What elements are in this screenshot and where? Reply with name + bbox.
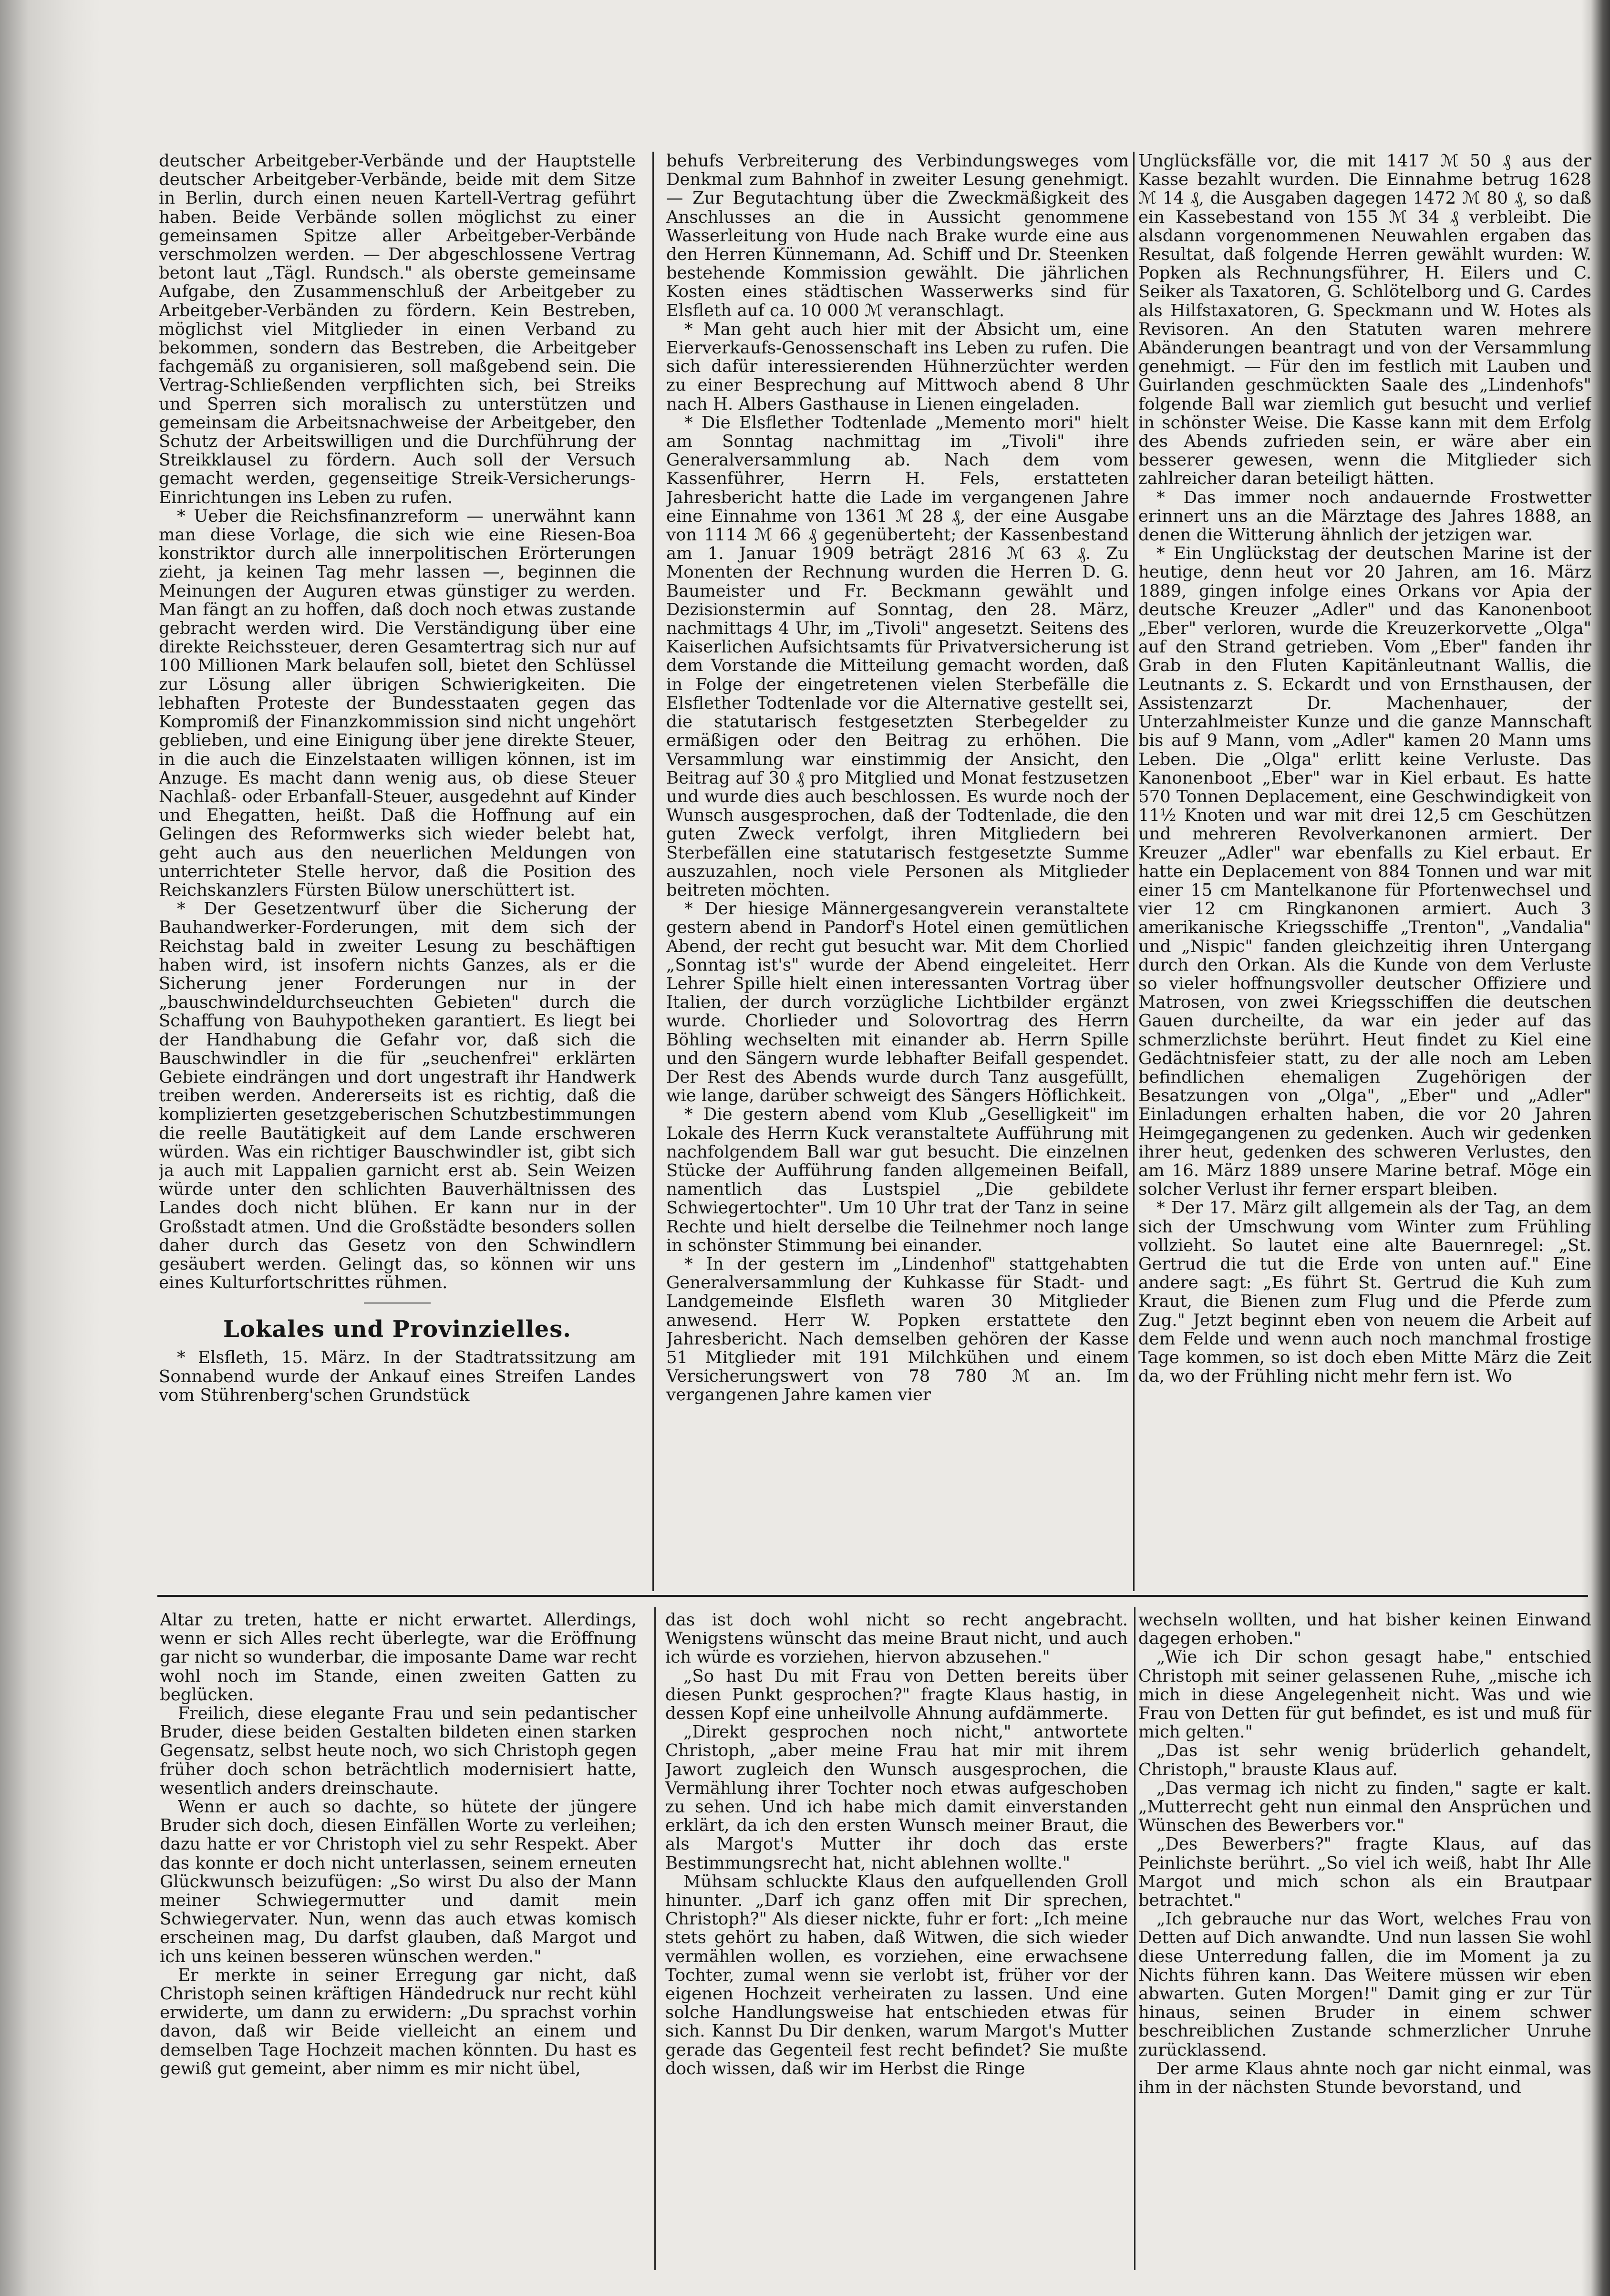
feuilleton-column-3 bbox=[1138, 1611, 1591, 2264]
article-paragraph: * Ueber die Reichsfinanzreform — unerwähnt kann man diese Vorlage, die sich wie eine Riesen-Boa konstriktor durch alle innerpolitischen Erörterungen zieht, ja keinen Tag mehr lassen —, beginnen die Meinungen der Auguren etwas günstiger zu werden. Man fängt an zu hoffen, daß doch noch etwas zustande gebracht werden wird. Die Verständigung über eine direkte Reichssteuer, deren Gesamtertrag sich nur auf 100 Millionen Mark belaufen soll, bietet den Schlüssel zur Lösung aller übrigen Schwierigkeiten. Die lebhaften Proteste der Bundesstaaten gegen das Kompromiß der Finanzkommission sind nicht ungehört geblieben, und eine Einigung über jene direkte Steuer, in die auch die Einzelstaaten willigen können, ist im Anzuge. Es macht dann wenig aus, ob diese Steuer Nachlaß- oder Erbanfall-Steuer, ausgedehnt auf Kinder und Ehegatten, heißt. Daß die Hoffnung auf ein Gelingen des Reformwerks sich wieder belebt hat, geht auch aus den neuerlichen Meldungen von unterrichteter Stelle hervor, daß die Position des Reichskanzlers Fürsten Bülow unerschüttert ist. bbox=[159, 506, 636, 900]
story-paragraph: „Direkt gesprochen noch nicht," antwortete Christoph, „aber meine Frau hat mir mit ihrem Jawort zugleich den Wunsch ausgesprochen, die Vermählung ihrer Tochter noch etwas aufgeschoben zu sehen. Und ich habe mich damit einverstanden erklärt, da ich den ersten Wunsch meiner Braut, die als Margot's Mutter ihr doch das erste Bestimmungsrecht hat, nicht ablehnen wollte." bbox=[665, 1722, 1128, 1873]
story-paragraph: Er merkte in seiner Erregung gar nicht, daß Christoph seinen kräftigen Händedruck nur recht kühl erwiderte, um dann zu erwidern: „Du sprachst vorhin davon, daß wir Beide vielleicht an einem und demselben Tage Hochzeit machen könnten. Du hast es gewiß gut gemeint, aber nimm es mir nicht übel, bbox=[160, 1965, 637, 2079]
news-column-1 bbox=[159, 152, 636, 1593]
article-paragraph: Unglücksfälle vor, die mit 1417 ℳ 50 ₰ aus der Kasse bezahlt wurden. Die Einnahme betrug 1628 ℳ 14 ₰, die Ausgaben dagegen 1472 ℳ 80 ₰, so daß ein Kassebestand von 155 ℳ 34 ₰ verbleibt. Die alsdann vorgenommenen Neuwahlen ergaben das Resultat, daß folgende Herren gewählt wurden: W. Popken als Rechnungsführer, H. Eilers und C. Seiker als Taxatoren, G. Schlötelborg und G. Cardes als Hilfstaxatoren, G. Speckmann und W. Hotes als Revisoren. An den Statuten waren mehrere Abänderungen beantragt und von der Versammlung genehmigt. — Für den im festlich mit Lauben und Guirlanden geschmückten Saale des „Lindenhofs" folgende Ball war ziemlich gut besucht und verlief in schönster Weise. Die Kasse kann mit dem Erfolg des Abends zufrieden sein, er wäre aber ein besserer gewesen, wenn die Mitglieder sich zahlreicher daran beteiligt hätten. bbox=[1138, 152, 1591, 489]
feuilleton-column-2 bbox=[665, 1611, 1128, 2264]
story-paragraph: Mühsam schluckte Klaus den aufquellenden Groll hinunter. „Darf ich ganz offen mit Dir sprechen, Christoph?" Als dieser nickte, fuhr er fort: „Ich meine stets gehört zu haben, daß Witwen, die sich wieder vermählen wollen, es vorziehen, eine erwachsene Tochter, zumal wenn sie verlobt ist, früher vor der eigenen Hochzeit verheiraten zu lassen. Und eine solche Handlungsweise hat entschieden etwas für sich. Kannst Du Dir denken, warum Margot's Mutter gerade das Gegenteil fest recht befindet? Sie mußte doch wissen, daß wir im Herbst die Ringe bbox=[665, 1872, 1128, 2079]
article-paragraph: * In der gestern im „Lindenhof" stattgehabten Generalversammlung der Kuhkasse für Stadt- und Landgemeinde Elsfleth waren 30 Mitglieder anwesend. Herr W. Popken erstattete den Jahresbericht. Nach demselben gehören der Kasse 51 Mitglieder mit 191 Milchkühen und einem Versicherungswert von 78 780 ℳ an. Im vergangenen Jahre kamen vier bbox=[666, 1254, 1129, 1405]
section-heading: Lokales und Provinzielles. bbox=[223, 1316, 571, 1343]
column-rule bbox=[652, 152, 654, 1591]
story-paragraph: „Ich gebrauche nur das Wort, welches Frau von Detten auf Dich anwandte. Und nun lassen Sie wohl diese Unterredung fallen, die im Moment ja zu Nichts führen kann. Das Weitere müssen wir eben abwarten. Guten Morgen!" Damit ging er zur Tür hinaus, seinen Bruder in einem schwer beschreiblichen Zustande schmerzlicher Unruhe zurücklassend. bbox=[1138, 1909, 1591, 2060]
story-paragraph: „Des Bewerbers?" fragte Klaus, auf das Peinlichste berührt. „So viel ich weiß, habt Ihr Alle Margot und mich schon als ein Brautpaar betrachtet." bbox=[1138, 1834, 1591, 1911]
story-paragraph: Altar zu treten, hatte er nicht erwartet. Allerdings, wenn er sich Alles recht überlegte, war die Eröffnung gar nicht so wunderbar, die imposante Dame war recht wohl noch im Stande, einen zweiten Gatten zu beglücken. bbox=[160, 1611, 637, 1705]
story-paragraph: „Das ist sehr wenig brüderlich gehandelt, Christoph," brauste Klaus auf. bbox=[1138, 1741, 1591, 1779]
news-column-2 bbox=[666, 152, 1129, 1593]
article-paragraph: * Man geht auch hier mit der Absicht um, eine Eierverkaufs-Genossenschaft ins Leben zu rufen. Die sich dafür interessierenden Hühnerzüchter werden zu einer Besprechung auf Mittwoch abend 8 Uhr nach H. Albers Gasthause in Lienen eingeladen. bbox=[666, 319, 1129, 414]
story-paragraph: wechseln wollten, und hat bisher keinen Einwand dagegen erhoben." bbox=[1138, 1611, 1591, 1649]
story-paragraph: Freilich, diese elegante Frau und sein pedantischer Bruder, diese beiden Gestalten bildeten einen starken Gegensatz, selbst heute noch, wo sich Christoph gegen früher doch schon beträchtlich modernisiert hatte, wesentlich anders dreinschaute. bbox=[160, 1704, 637, 1798]
article-paragraph: * Die gestern abend vom Klub „Geselligkeit" im Lokale des Herrn Kuck veranstaltete Aufführung mit nachfolgendem Ball war gut besucht. Die einzelnen Stücke der Aufführung fanden allgemeinen Beifall, namentlich das Lustspiel „Die gebildete Schwiegertochter". Um 10 Uhr trat der Tanz in seine Rechte und hielt derselbe die Teilnehmer noch lange in schönster Stimmung bei einander. bbox=[666, 1105, 1129, 1255]
column-rule bbox=[1133, 152, 1135, 1591]
story-paragraph: „Das vermag ich nicht zu finden," sagte er kalt. „Mutterrecht geht nun einmal den Ansprüchen und Wünschen des Bewerbers vor." bbox=[1138, 1778, 1591, 1836]
feuilleton-divider bbox=[157, 1595, 1588, 1597]
news-column-3 bbox=[1138, 152, 1591, 1593]
story-paragraph: das ist doch wohl nicht so recht angebracht. Wenigstens wünscht das meine Braut nicht, und auch ich würde es vorziehen, hiervon abzusehen." bbox=[665, 1611, 1128, 1667]
article-paragraph: * Der 17. März gilt allgemein als der Tag, an dem sich der Umschwung vom Winter zum Frühling vollzieht. So lautet eine alte Bauernregel: „St. Gertrud die tut die Erde von unten auf." Eine andere sagt: „Es führt St. Gertrud die Kuh zum Kraut, die Bienen zum Flug und die Pferde zum Zug." Jetzt beginnt eben von neuem die Arbeit auf dem Felde und wenn auch noch manchmal frostige Tage kommen, so ist doch eben Mitte März die Zeit da, wo der Frühling nicht mehr fern ist. Wo bbox=[1138, 1198, 1591, 1386]
article-paragraph: deutscher Arbeitgeber-Verbände und der Hauptstelle deutscher Arbeitgeber-Verbände, beide mit dem Sitze in Berlin, durch einen neuen Kartell-Vertrag geführt haben. Beide Verbände sollen möglichst zu einer gemeinsamen Spitze aller Arbeitgeber-Verbände verschmolzen werden. — Der abgeschlossene Vertrag betont laut „Tägl. Rundsch." als oberste gemeinsame Aufgabe, den Zusammenschluß der Arbeitgeber zu Arbeitgeber-Verbänden zu fördern. Kein Bestreben, möglichst viel Mitglieder in einen Verband zu bekommen, sondern das Bestreben, die Arbeitgeber fachgemäß zu organisieren, soll maßgebend sein. Die Vertrag-Schließenden verpflichten sich, bei Streiks und Sperren sich moralisch zu unterstützen und gemeinsam die Arbeitsnachweise der Arbeitgeber, den Schutz der Arbeitswilligen und die Durchführung der Streikklausel zu fördern. Auch soll der Versuch gemacht werden, gegenseitige Streik-Versicherungs-Einrichtungen ins Leben zu rufen. bbox=[159, 152, 636, 507]
binding-shadow bbox=[0, 0, 100, 2296]
article-paragraph: behufs Verbreiterung des Verbindungsweges vom Denkmal zum Bahnhof in zweiter Lesung genehmigt. — Zur Begutachtung über die Zweckmäßigkeit des Anschlusses an die in Aussicht genommene Wasserleitung von Hude nach Brake wurde eine aus den Herren Künnemann, Ad. Schiff und Dr. Steenken bestehende Kommission gewählt. Die jährlichen Kosten eines städtischen Wasserwerks sind für Elsfleth auf ca. 10 000 ℳ veranschlagt. bbox=[666, 152, 1129, 321]
story-paragraph: Der arme Klaus ahnte noch gar nicht einmal, was ihm in der nächsten Stunde bevorstand, und bbox=[1138, 2058, 1591, 2098]
column-rule bbox=[1134, 1607, 1135, 2270]
story-paragraph: „Wie ich Dir schon gesagt habe," entschied Christoph mit seiner gelassenen Ruhe, „mische ich mich in diese Angelegenheit nicht. Was und wie Frau von Detten für gut befindet, es ist und muß für mich gelten." bbox=[1138, 1647, 1591, 1742]
feuilleton-column-1 bbox=[160, 1611, 637, 2264]
article-paragraph: * Der hiesige Männergesangverein veranstaltete gestern abend in Pandorf's Hotel einen gemütlichen Abend, der recht gut besucht war. Mit dem Chorlied „Sonntag ist's" wurde der Abend eingeleitet. Herr Lehrer Spille hielt einen interessanten Vortrag über Italien, der durch vorzügliche Lichtbilder ergänzt wurde. Chorlieder und Solovortrag des Herrn Böhling wechselten mit einander ab. Herrn Spille und den Sängern wurde lebhafter Beifall gespendet. Der Rest des Abends wurde durch Tanz ausgefüllt, wie lange, darüber schweigt des Sängers Höflichkeit. bbox=[666, 899, 1129, 1106]
column-rule bbox=[654, 1607, 656, 2270]
story-paragraph: Wenn er auch so dachte, so hütete der jüngere Bruder sich doch, diesen Einfällen Worte zu verleihen; dazu hatte er vor Christoph viel zu sehr Respekt. Aber das konnte er doch nicht unterlassen, seinem erneuten Glückwunsch beizufügen: „So wirst Du also der Mann meiner Schwiegermutter und damit mein Schwiegervater. Nun, wenn das auch etwas komisch erscheinen mag, Du darfst glauben, daß Margot und ich uns keinen besseren wünschen werden." bbox=[160, 1797, 637, 1966]
story-paragraph: „So hast Du mit Frau von Detten bereits über diesen Punkt gesprochen?" fragte Klaus hastig, in dessen Kopf eine unheilvolle Ahnung aufdämmerte. bbox=[665, 1666, 1128, 1724]
article-paragraph: * Elsfleth, 15. März. In der Stadtratssitzung am Sonnabend wurde der Ankauf eines Streifen Landes vom Stührenberg'schen Grundstück bbox=[159, 1348, 636, 1405]
article-paragraph: * Das immer noch andauernde Frostwetter erinnert uns an die Märztage des Jahres 1888, an denen die Witterung ähnlich der jetzigen war. bbox=[1138, 487, 1591, 545]
article-paragraph: * Ein Unglückstag der deutschen Marine ist der heutige, denn heut vor 20 Jahren, am 16. März 1889, gingen infolge eines Orkans vor Apia der deutsche Kreuzer „Adler" und das Kanonenboot „Eber" verloren, wurde die Kreuzerkorvette „Olga" auf den Strand getrieben. Vom „Eber" fanden ihr Grab in den Fluten Kapitänleutnant Wallis, die Leutnants z. S. Eckardt und von Ernsthausen, der Assistenzarzt Dr. Machenhauer, der Unterzahlmeister Kunze und die ganze Mannschaft bis auf 9 Mann, vom „Adler" kamen 20 Mann ums Leben. Die „Olga" erlitt keine Verluste. Das Kanonenboot „Eber" war in Kiel erbaut. Es hatte 570 Tonnen Deplacement, eine Geschwindigkeit von 11½ Knoten und war mit drei 12,5 cm Geschützen und mehreren Revolverkanonen armiert. Der Kreuzer „Adler" war ebenfalls zu Kiel erbaut. Er hatte ein Deplacement von 884 Tonnen und war mit einer 15 cm Mantelkanone für Pfortenwechsel und vier 12 cm Ringkanonen armiert. Auch 3 amerikanische Kriegsschiffe „Trenton", „Vandalia" und „Nispic" fanden gleichzeitig ihren Untergang durch den Orkan. Als die Kunde von dem Verluste so vieler hoffnungsvoller deutscher Offiziere und Matrosen, von zwei Kriegsschiffen die deutschen Gauen durcheilte, da war ein jeder auf das schmerzlichste berührt. Heut findet zu Kiel eine Gedächtnisfeier statt, zu der alle noch am Leben befindlichen ehemaligen Zugehörigen der Besatzungen von „Olga", „Eber" und „Adler" Einladungen erhalten haben, die vor 20 Jahren Heimgegangenen zu gedenken. Auch wir gedenken ihrer heut, gedenken des schweren Verlustes, den am 16. März 1889 unsere Marine betraf. Möge ein solcher Verlust ihr ferner erspart bleiben. bbox=[1138, 544, 1591, 1200]
article-paragraph: * Die Elsflether Todtenlade „Memento mori" hielt am Sonntag nachmittag im „Tivoli" ihre Generalversammlung ab. Nach dem vom Kassenführer, Herrn H. Fels, erstatteten Jahresbericht hatte die Lade im vergangenen Jahre eine Einnahme von 1361 ℳ 28 ₰, der eine Ausgabe von 1114 ℳ 66 ₰ gegenüberteht; der Kassenbestand am 1. Januar 1909 beträgt 2816 ℳ 63 ₰. Zu Monenten der Rechnung wurden die Herren D. G. Baumeister und Fr. Beckmann gewählt und Dezisionstermin auf Sonntag, den 28. März, nachmittags 4 Uhr, im „Tivoli" angesetzt. Seitens des Kaiserlichen Aufsichtsamts für Privatversicherung ist dem Vorstande die Mitteilung gemacht worden, daß in Folge der eingetretenen vielen Sterbefälle die Elsflether Todtenlade vor die Alternative gestellt sei, die statutarisch festgesetzten Sterbegelder zu ermäßigen oder den Beitrag zu erhöhen. Die Versammlung war einstimmig der Ansicht, den Beitrag auf 30 ₰ pro Mitglied und Monat festzusetzen und wurde dies auch beschlossen. Es wurde noch der Wunsch ausgesprochen, daß der Todtenlade, die den guten Zweck verfolgt, ihren Mitgliedern bei Sterbefällen eine statutarisch festgesetzte Summe auszuzahlen, noch viele Personen als Mitglieder beitreten möchten. bbox=[666, 413, 1129, 900]
article-paragraph: * Der Gesetzentwurf über die Sicherung der Bauhandwerker-Forderungen, mit dem sich der Reichstag bald in zweiter Lesung zu beschäftigen haben wird, ist insofern nichts Ganzes, als er die Sicherung jener Forderungen nur in der „bauschwindeldurchseuchten Gebieten" durch die Schaffung von Bauhypotheken garantiert. Es liegt bei der Handhabung die Gefahr vor, daß sich die Bauschwindler in die für „seuchenfrei" erklärten Gebiete eindrängen und dort ungestraft ihr Handwerk treiben werden. Andererseits ist es richtig, daß die komplizierten gesetzgeberischen Schutzbestimmungen die reelle Bautätigkeit auf dem Lande erschweren würden. Was ein richtiger Bauschwindler ist, gibt sich ja auch mit Lappalien garnicht erst ab. Sein Weizen würde unter den schlichten Bauverhältnissen des Landes doch nicht blühen. Er kann nur in der Großstadt atmen. Und die Großstädte besonders sollen daher durch das Gesetz von den Schwindlern gesäubert werden. Gelingt das, so können wir uns eines Kulturfortschrittes rühmen. bbox=[159, 899, 636, 1293]
